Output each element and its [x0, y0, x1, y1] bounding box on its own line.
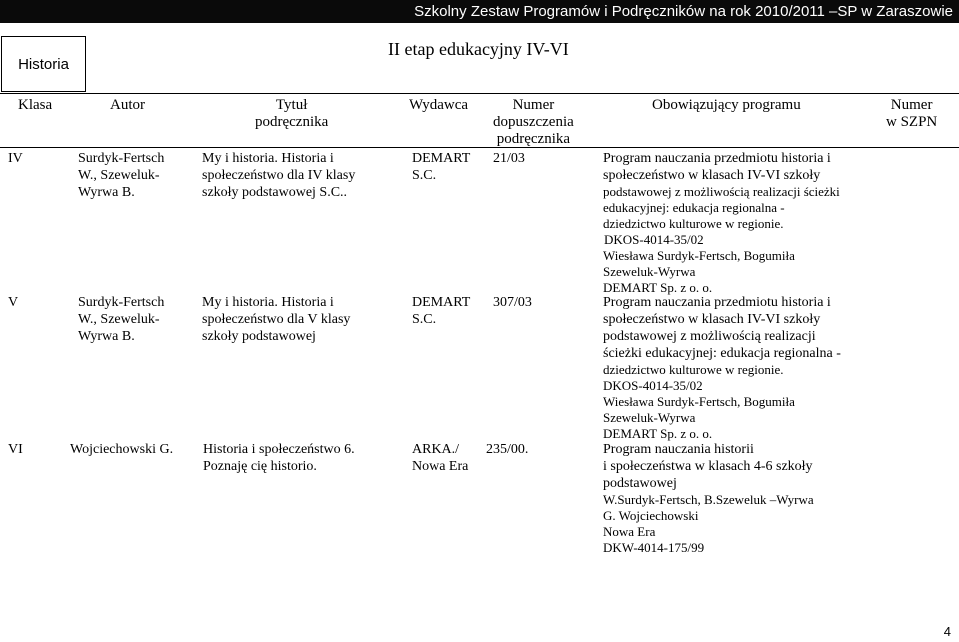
program-line: edukacyjnej: edukacja regionalna - — [603, 200, 785, 215]
program-line: DKOS-4014-35/02 — [604, 232, 704, 247]
program-line: DEMART Sp. z o. o. — [603, 280, 713, 295]
document-header-banner: Szkolny Zestaw Programów i Podręczników na rok 2010/2011 –SP w Zaraszowie — [0, 0, 959, 23]
wydawca-line: S.C. — [412, 312, 437, 327]
wydawca-line: DEMART — [412, 151, 471, 166]
header-tytul-line2: podręcznika — [255, 114, 329, 130]
autor-line: W., Szeweluk- — [78, 312, 160, 327]
autor-line: Surdyk-Fertsch — [78, 151, 165, 166]
tytul-line: Historia i społeczeństwo 6. — [203, 442, 355, 457]
stage-title: II etap edukacyjny IV-VI — [388, 39, 569, 59]
header-autor: Autor — [110, 97, 145, 113]
header-numer-line2: dopuszczenia — [493, 114, 574, 130]
row-klasa: IV — [8, 151, 23, 166]
autor-line: Wyrwa B. — [78, 185, 135, 200]
program-line: DKOS-4014-35/02 — [603, 378, 703, 393]
row-klasa: V — [8, 295, 19, 310]
autor-line: Wojciechowski G. — [70, 442, 174, 457]
row-program — [603, 441, 814, 556]
row-autor — [70, 441, 173, 458]
row-numer: 235/00. — [486, 442, 529, 457]
tytul-line: społeczeństwo dla V klasy — [202, 312, 351, 327]
header-szpn-line1: Numer — [890, 97, 933, 113]
tytul-line: szkoły podstawowej S.C.. — [202, 185, 348, 200]
wydawca-line: DEMART — [412, 295, 471, 310]
header-numer-line1: Numer — [512, 97, 555, 113]
header-szpn-line2: w SZPN — [886, 114, 938, 130]
program-line: Program nauczania przedmiotu historia i — [603, 151, 831, 166]
header-tytul-line1: Tytuł — [275, 97, 308, 113]
row-tytul — [202, 294, 350, 345]
header-wydawca: Wydawca — [409, 97, 469, 113]
program-line: podstawowej z możliwością realizacji — [603, 329, 816, 344]
program-line: Wiesława Surdyk-Fertsch, Bogumiła — [603, 394, 795, 409]
autor-line: Wyrwa B. — [78, 329, 135, 344]
program-line: społeczeństwo w klasach IV-VI szkoły — [603, 312, 821, 327]
header-tytul — [255, 97, 328, 131]
autor-line: W., Szeweluk- — [78, 168, 160, 183]
tytul-line: społeczeństwo dla IV klasy — [202, 168, 356, 183]
row-klasa: VI — [8, 442, 23, 457]
header-numer-line3: podręcznika — [496, 131, 571, 147]
program-line: Szeweluk-Wyrwa — [603, 410, 696, 425]
row-numer: 307/03 — [493, 295, 532, 310]
program-line: W.Surdyk-Fertsch, B.Szeweluk –Wyrwa — [603, 492, 814, 507]
page-number: 4 — [943, 624, 951, 639]
program-line: dziedzictwo kulturowe w regionie. — [603, 216, 784, 231]
wydawca-line: S.C. — [412, 168, 437, 183]
program-line: Program nauczania historii — [603, 442, 754, 457]
table-top-rule — [0, 93, 959, 94]
program-line: dziedzictwo kulturowe w regionie. — [603, 362, 784, 377]
header-program: Obowiązujący programu — [652, 97, 801, 113]
row-autor — [78, 150, 164, 201]
program-line: społeczeństwo w klasach IV-VI szkoły — [603, 168, 821, 183]
program-line: DKW-4014-175/99 — [603, 540, 705, 555]
header-szpn — [886, 97, 937, 131]
subject-label: Historia — [1, 36, 86, 92]
program-line: Wiesława Surdyk-Fertsch, Bogumiła — [603, 248, 795, 263]
tytul-line: szkoły podstawowej — [202, 329, 316, 344]
row-numer: 21/03 — [493, 151, 525, 166]
header-rule — [0, 147, 959, 148]
program-line: Nowa Era — [603, 524, 656, 539]
row-program — [603, 294, 841, 442]
row-wydawca — [412, 441, 468, 475]
tytul-line: My i historia. Historia i — [202, 151, 334, 166]
row-autor — [78, 294, 164, 345]
header-klasa: Klasa — [18, 97, 53, 113]
row-tytul — [202, 150, 355, 201]
program-line: DEMART Sp. z o. o. — [603, 426, 713, 441]
program-line: podstawowej — [603, 476, 677, 491]
program-line: ścieżki edukacyjnej: edukacja regionalna - — [603, 346, 841, 361]
row-wydawca — [412, 150, 470, 184]
row-tytul — [203, 441, 355, 475]
program-line: Program nauczania przedmiotu historia i — [603, 295, 831, 310]
program-line: Szeweluk-Wyrwa — [603, 264, 696, 279]
wydawca-line: ARKA./ — [412, 442, 460, 457]
program-line: G. Wojciechowski — [603, 508, 699, 523]
row-program — [603, 150, 840, 296]
wydawca-line: Nowa Era — [412, 459, 469, 474]
program-line: podstawowej z możliwością realizacji ścieżki — [603, 184, 840, 199]
header-numer — [493, 97, 574, 148]
row-wydawca — [412, 294, 470, 328]
tytul-line: My i historia. Historia i — [202, 295, 334, 310]
tytul-line: Poznaję cię historio. — [203, 459, 317, 474]
program-line: i społeczeństwa w klasach 4-6 szkoły — [603, 459, 813, 474]
autor-line: Surdyk-Fertsch — [78, 295, 165, 310]
